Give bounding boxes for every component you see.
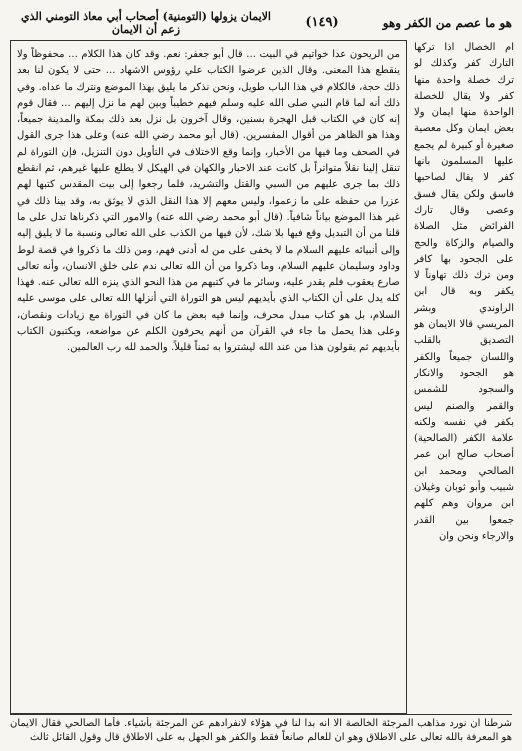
bottom-footnote: [10, 717, 512, 747]
main-paragraph: من الريحون عدا خواتيم في البيت ... قال أبو جعفر: نعم. وقد كان هذا الكلام ... محفوظاً ولا ينقطع هذا المعنى. وقال الذين عرضوا الكتاب علي رؤوس الاشهاد ... حتى لا يكون لنا بعد ذلك حجة، فالكلام في هذا الباب طويل، ونحن نذكر ما يليق بهذا الموضع ونترك ما عداه. وفي ذلك أنه لما قام النبي صلى الله عليه وسلم فيهم خطيباً وبين لهم ما نزل إليهم ... فقال قوم إنه كان في الكتاب قبل الهجرة بسنين، وقال آخرون بل نزل بعد ذلك بمكة والمدينة جميعاً، وهذا هو الظاهر من أقوال المفسرين. (قال أبو محمد رضي الله عنه) وعلى هذا جرى القول في الصحف وما فيها من الأخبار، وإنما وقع الاختلاف في التأويل دون التنزيل، فإن التوراة لم تنقل إلينا نقلاً متواتراً بل كانت عند الاحبار والكهان في الهيكل لا يطلع عليها غيرهم، ثم انقطع ذلك بما جرى عليهم من السبي والقتل والتشريد، فلما رجعوا إلى بيت المقدس كتبها لهم عزرا من حفظه على ما زعموا، وليس معهم إلا هذا النقل الذي لا يوثق به، وقد بينا ذلك في غير هذا الموضع بياناً شافياً. (قال أبو محمد رضي الله عنه) والامور التي ذكرناها تدل على ما قلنا من أن التبديل وقع فيها بلا شك، لأن فيها من الكذب على الله تعالى ونسبة ما لا يليق إليه وإلى أنبيائه عليهم السلام ما لا يخفى على من له أدنى فهم، ومن ذلك ما ذكروا في قصة لوط وداود وسليمان عليهم السلام، وما ذكروا من أن الله تعالى ندم على خلق الانسان، وأنه تعالى صارع يعقوب فلم يقدر عليه، وسائر ما في كتبهم من هذا النحو الذي ينزه الله تعالى عنه. فهذا كله يدل على أن الكتاب الذي بأيديهم ليس هو التوراة التي أنزلها الله تعالى على موسى عليه السلام، بل هو كتاب مبدل محرف، وإنما فيه بعض ما كان في التوراة مع زيادات ونقصان، وعلى هذا يحمل ما جاء في القرآن من أنهم يحرفون الكلم عن مواضعه، ويكتبون الكتاب بأيديهم ثم يقولون هذا من عند الله ليشتروا به ثمناً قليلاً. والحمد لله رب العالمين.: [17, 49, 400, 354]
margin-heading: هو ما عصم من الكفر وهو: [382, 15, 512, 30]
main-text-frame: [10, 40, 407, 714]
main-text-block: [17, 47, 400, 707]
page-header: [10, 8, 512, 38]
bottom-divider: [10, 714, 512, 715]
footnote-text: شرطنا ان نورد مذاهب المرجئة الخالصة الا انه بدا لنا في هؤلاء لانفرادهم عن المرجئة بأشياء. فأما الصالحي فقال الايمان هو المعرفة بالله تعالى على الاطلاق وهو ان للعالم صانعاً فقط والكفر هو الجهل به على الاطلاق قال وقول القائل ثالث: [10, 718, 512, 743]
running-title: الايمان يزولها (التومنية) أصحاب أبي معاذ التومني الذي زعم أن الايمان: [21, 9, 271, 36]
margin-commentary: [414, 40, 514, 712]
page-number: (١٤٩): [305, 15, 339, 31]
margin-paragraph: ام الخصال اذا تركها التارك كفر وكذلك لو ترك خصلة واحدة منها كفر ولا يقال للخصلة الواحدة منها ايمان ولا بعض ايمان وكل معصية صغيرة أو كبيرة لم يجمع عليها المسلمون بانها كفر لا يقال لصاحبها فاسق ولكن يقال فسق وعصى وقال تارك الفرائض مثل الصلاة والصيام والزكاة والحج على الجحود بها كافر ومن ترك ذلك تهاوناً لا يكفر وبه قال ابن الراوندي وبشر المريسي قالا الايمان هو التصديق بالقلب واللسان جميعاً والكفر هو الجحود والانكار والسجود للشمس والقمر والصنم ليس بكفر في نفسه ولكنه علامة الكفر (الصالحية) أصحاب صالح ابن عمر الصالحي ومحمد ابن شبيب وأبو ثوبان وغيلان ابن مروان وهم كلهم جمعوا بين القدر والارجاء ونحن وان: [414, 42, 514, 542]
